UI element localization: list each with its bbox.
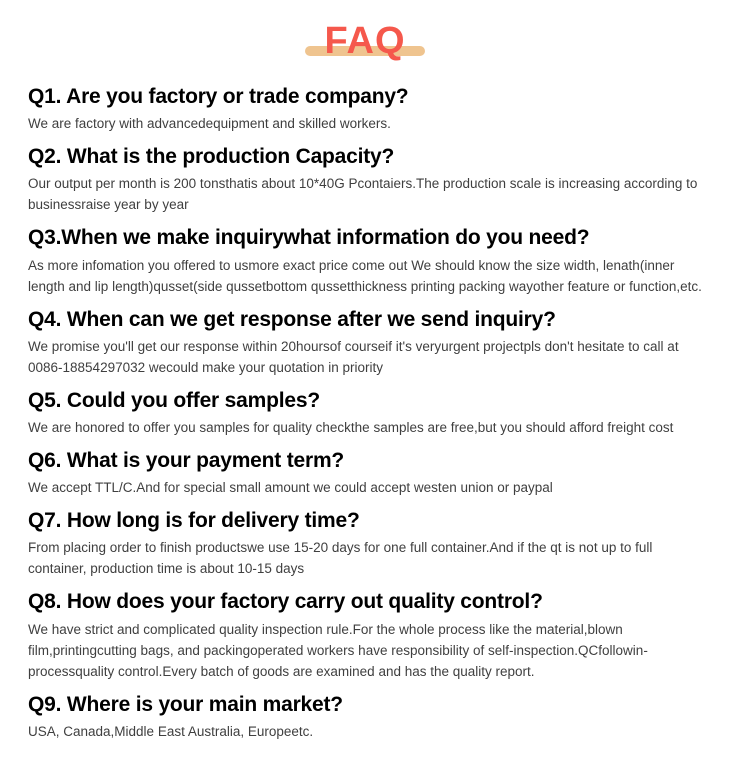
faq-answer: We accept TTL/C.And for special small amount we could accept westen union or paypal	[28, 480, 553, 496]
faq-question: Q2. What is the production Capacity?	[28, 145, 395, 169]
faq-answer: USA, Canada,Middle East Australia, Europeetc.	[28, 723, 314, 739]
faq-answer: As more infomation you offered to usmore exact price come out We should know the size width, lenath(inner length and lip length)qusset(side qussetbottom qussetthickness printing packing wayother feature or function,etc.	[28, 257, 702, 294]
faq-header	[28, 20, 702, 64]
faq-item	[28, 307, 702, 378]
page-title: FAQ	[324, 20, 406, 62]
faq-question: Q3.When we make inquirywhat information do you need?	[28, 226, 590, 250]
faq-question: Q7. How long is for delivery time?	[28, 509, 360, 533]
faq-answer: We promise you'll get our response within 20hoursof courseif it's veryurgent projectpls don't hesitate to call at 0086-18854297032 wecould make your quotation in priority	[28, 338, 679, 375]
faq-question: Q1. Are you factory or trade company?	[28, 85, 409, 108]
page-root	[0, 20, 750, 760]
faq-item	[28, 448, 702, 498]
faq-item	[28, 692, 702, 742]
faq-item	[28, 84, 702, 134]
faq-item	[28, 589, 702, 681]
faq-answer: We are factory with advancedequipment and skilled workers.	[28, 116, 391, 132]
faq-item	[28, 388, 702, 438]
faq-question: Q8. How does your factory carry out quality control?	[28, 590, 543, 614]
faq-item	[28, 225, 702, 296]
faq-answer: We are honored to offer you samples for quality checkthe samples are free,but you should afford freight cost	[28, 419, 674, 435]
faq-item	[28, 508, 702, 579]
faq-answer: Our output per month is 200 tonsthatis about 10*40G Pcontaiers.The production scale is increasing according to businessraise year by year	[28, 176, 698, 213]
faq-answer: We have strict and complicated quality inspection rule.For the whole process like the material,blown film,printingcutting bags, and packingoperated workers have responsibility of self-inspection.QCfollowin-processquality control.Every batch of goods are examined and has the quality report.	[28, 621, 648, 679]
faq-question: Q4. When can we get response after we send inquiry?	[28, 307, 556, 331]
faq-question: Q5. Could you offer samples?	[28, 388, 320, 412]
faq-question: Q6. What is your payment term?	[28, 448, 345, 472]
faq-item	[28, 144, 702, 215]
faq-answer: From placing order to finish productswe use 15-20 days for one full container.And if the qt is not up to full container, production time is about 10-15 days	[28, 540, 653, 577]
faq-question: Q9. Where is your main market?	[28, 692, 343, 716]
faq-list	[28, 84, 702, 742]
